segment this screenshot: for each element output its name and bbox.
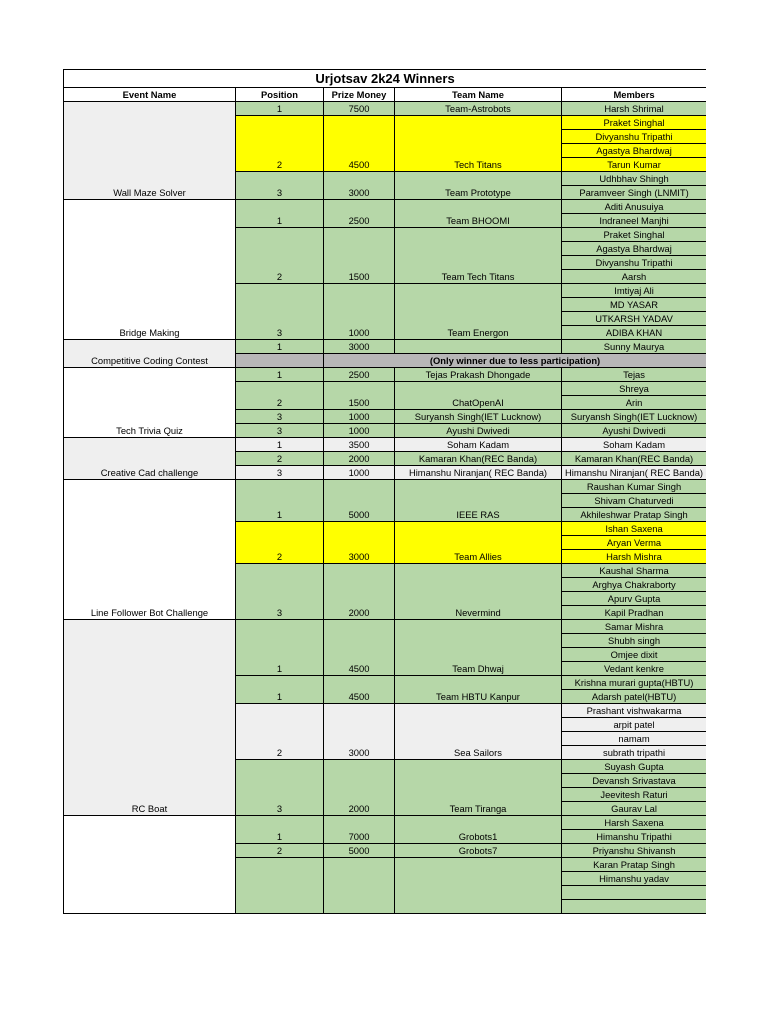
member-cell: Praket Singhal (562, 228, 707, 242)
member-cell: Shubh singh (562, 634, 707, 648)
prize-money-cell: 4500 (324, 676, 395, 704)
event-name-cell: Line Follower Bot Challenge (64, 480, 236, 620)
prize-money-cell: 2500 (324, 368, 395, 382)
member-cell: Ayushi Dwivedi (562, 424, 707, 438)
prize-money-cell: 2000 (324, 452, 395, 466)
member-cell: Harsh Shrimal (562, 102, 707, 116)
member-cell: Krishna murari gupta(HBTU) (562, 676, 707, 690)
event-name-cell: Wall Maze Solver (64, 102, 236, 200)
position-cell: 1 (236, 102, 324, 116)
member-cell: Praket Singhal (562, 116, 707, 130)
member-cell: Omjee dixit (562, 648, 707, 662)
table-row (64, 368, 707, 382)
member-cell: Ishan Saxena (562, 522, 707, 536)
prize-money-cell: 2000 (324, 760, 395, 816)
team-name-cell: Team Energon (395, 284, 562, 340)
position-cell: 3 (236, 172, 324, 200)
member-cell: namam (562, 732, 707, 746)
event-name-cell: Creative Cad challenge (64, 438, 236, 480)
member-cell: Himanshu Tripathi (562, 830, 707, 844)
member-cell: Sunny Maurya (562, 340, 707, 354)
header-members: Members (562, 88, 707, 102)
winners-body (64, 102, 707, 914)
header-row (64, 88, 707, 102)
member-cell: Himanshu yadav (562, 872, 707, 886)
prize-money-cell: 1000 (324, 284, 395, 340)
team-name-cell: ChatOpenAI (395, 382, 562, 410)
position-cell: 2 (236, 382, 324, 410)
member-cell: Devansh Srivastava (562, 774, 707, 788)
team-name-cell: Team Prototype (395, 172, 562, 200)
table-row (64, 620, 707, 634)
prize-money-cell: 4500 (324, 116, 395, 172)
member-cell: Arghya Chakraborty (562, 578, 707, 592)
member-cell: Aarsh (562, 270, 707, 284)
team-name-cell: Ayushi Dwivedi (395, 424, 562, 438)
prize-money-cell: 3000 (324, 172, 395, 200)
position-cell: 2 (236, 228, 324, 284)
position-cell: 1 (236, 438, 324, 452)
member-cell: Arin (562, 396, 707, 410)
team-name-cell: Tech Titans (395, 116, 562, 172)
event-name-cell (64, 816, 236, 914)
prize-money-cell: 1000 (324, 424, 395, 438)
team-name-cell (395, 858, 562, 914)
member-cell: Jeevitesh Raturi (562, 788, 707, 802)
prize-money-cell: 3000 (324, 522, 395, 564)
event-name-cell: Competitive Coding Contest (64, 340, 236, 368)
winners-sheet (63, 69, 706, 946)
member-cell: Suyash Gupta (562, 760, 707, 774)
member-cell: Harsh Mishra (562, 550, 707, 564)
team-name-cell: Team Tech Titans (395, 228, 562, 284)
prize-money-cell: 1500 (324, 382, 395, 410)
note-blank-cell (236, 354, 324, 368)
prize-money-cell: 5000 (324, 844, 395, 858)
team-name-cell: Nevermind (395, 564, 562, 620)
position-cell: 3 (236, 424, 324, 438)
team-name-cell: Grobots1 (395, 816, 562, 844)
member-cell: Apurv Gupta (562, 592, 707, 606)
sheet-title: Urjotsav 2k24 Winners (64, 70, 707, 88)
member-cell: Agastya Bhardwaj (562, 144, 707, 158)
prize-money-cell: 7000 (324, 816, 395, 844)
member-cell: Aryan Verma (562, 536, 707, 550)
winners-table (63, 69, 706, 914)
position-cell: 3 (236, 410, 324, 424)
member-cell: ADIBA KHAN (562, 326, 707, 340)
team-name-cell: Kamaran Khan(REC Banda) (395, 452, 562, 466)
member-cell: Tarun Kumar (562, 158, 707, 172)
prize-money-cell: 2500 (324, 200, 395, 228)
position-cell: 2 (236, 704, 324, 760)
position-cell: 2 (236, 844, 324, 858)
member-cell: Vedant kenkre (562, 662, 707, 676)
member-cell: Suryansh Singh(IET Lucknow) (562, 410, 707, 424)
member-cell: Soham Kadam (562, 438, 707, 452)
position-cell: 1 (236, 340, 324, 354)
member-cell: Priyanshu Shivansh (562, 844, 707, 858)
prize-money-cell: 3500 (324, 438, 395, 452)
member-cell: Udhbhav Shingh (562, 172, 707, 186)
prize-money-cell: 4500 (324, 620, 395, 676)
prize-money-cell: 1000 (324, 410, 395, 424)
position-cell: 1 (236, 368, 324, 382)
position-cell: 3 (236, 284, 324, 340)
title-row (64, 70, 707, 88)
member-cell: Adarsh patel(HBTU) (562, 690, 707, 704)
member-cell: Divyanshu Tripathi (562, 256, 707, 270)
team-name-cell: Tejas Prakash Dhongade (395, 368, 562, 382)
table-row (64, 340, 707, 354)
member-cell: subrath tripathi (562, 746, 707, 760)
team-name-cell (395, 340, 562, 354)
member-cell: Kamaran Khan(REC Banda) (562, 452, 707, 466)
member-cell: Kaushal Sharma (562, 564, 707, 578)
team-name-cell: Team Tiranga (395, 760, 562, 816)
team-name-cell: Himanshu Niranjan( REC Banda) (395, 466, 562, 480)
member-cell (562, 900, 707, 914)
team-name-cell: Team Dhwaj (395, 620, 562, 676)
event-name-cell: RC Boat (64, 620, 236, 816)
table-row (64, 480, 707, 494)
position-cell: 1 (236, 480, 324, 522)
table-row (64, 438, 707, 452)
member-cell: Kapil Pradhan (562, 606, 707, 620)
event-name-cell: Tech Trivia Quiz (64, 368, 236, 438)
member-cell: Akhileshwar Pratap Singh (562, 508, 707, 522)
member-cell: Divyanshu Tripathi (562, 130, 707, 144)
position-cell: 1 (236, 816, 324, 844)
prize-money-cell: 5000 (324, 480, 395, 522)
member-cell: Paramveer Singh (LNMIT) (562, 186, 707, 200)
position-cell: 1 (236, 200, 324, 228)
member-cell: Samar Mishra (562, 620, 707, 634)
member-cell: Raushan Kumar Singh (562, 480, 707, 494)
team-name-cell: Suryansh Singh(IET Lucknow) (395, 410, 562, 424)
prize-money-cell: 3000 (324, 340, 395, 354)
member-cell: Shreya (562, 382, 707, 396)
header-team-name: Team Name (395, 88, 562, 102)
position-cell (236, 858, 324, 914)
prize-money-cell: 7500 (324, 102, 395, 116)
event-name-cell: Bridge Making (64, 200, 236, 340)
participation-note: (Only winner due to less participation) (324, 354, 707, 368)
prize-money-cell: 1500 (324, 228, 395, 284)
table-row (64, 200, 707, 214)
position-cell: 3 (236, 564, 324, 620)
header-prize-money: Prize Money (324, 88, 395, 102)
team-name-cell: IEEE RAS (395, 480, 562, 522)
table-row (64, 102, 707, 116)
prize-money-cell (324, 858, 395, 914)
member-cell: Himanshu Niranjan( REC Banda) (562, 466, 707, 480)
position-cell: 3 (236, 466, 324, 480)
member-cell: UTKARSH YADAV (562, 312, 707, 326)
team-name-cell: Sea Sailors (395, 704, 562, 760)
position-cell: 2 (236, 116, 324, 172)
prize-money-cell: 1000 (324, 466, 395, 480)
member-cell: Imtiyaj Ali (562, 284, 707, 298)
team-name-cell: Soham Kadam (395, 438, 562, 452)
table-row (64, 816, 707, 830)
team-name-cell: Grobots7 (395, 844, 562, 858)
position-cell: 1 (236, 620, 324, 676)
member-cell: Shivam Chaturvedi (562, 494, 707, 508)
position-cell: 2 (236, 452, 324, 466)
member-cell: Indraneel Manjhi (562, 214, 707, 228)
member-cell: Karan Pratap Singh (562, 858, 707, 872)
member-cell: arpit patel (562, 718, 707, 732)
team-name-cell: Team Allies (395, 522, 562, 564)
header-position: Position (236, 88, 324, 102)
position-cell: 1 (236, 676, 324, 704)
member-cell: MD YASAR (562, 298, 707, 312)
member-cell: Aditi Anusuiya (562, 200, 707, 214)
team-name-cell: Team BHOOMI (395, 200, 562, 228)
team-name-cell: Team-Astrobots (395, 102, 562, 116)
member-cell (562, 886, 707, 900)
member-cell: Harsh Saxena (562, 816, 707, 830)
member-cell: Agastya Bhardwaj (562, 242, 707, 256)
team-name-cell: Team HBTU Kanpur (395, 676, 562, 704)
prize-money-cell: 2000 (324, 564, 395, 620)
member-cell: Gaurav Lal (562, 802, 707, 816)
prize-money-cell: 3000 (324, 704, 395, 760)
header-event-name: Event Name (64, 88, 236, 102)
position-cell: 2 (236, 522, 324, 564)
member-cell: Tejas (562, 368, 707, 382)
member-cell: Prashant vishwakarma (562, 704, 707, 718)
position-cell: 3 (236, 760, 324, 816)
